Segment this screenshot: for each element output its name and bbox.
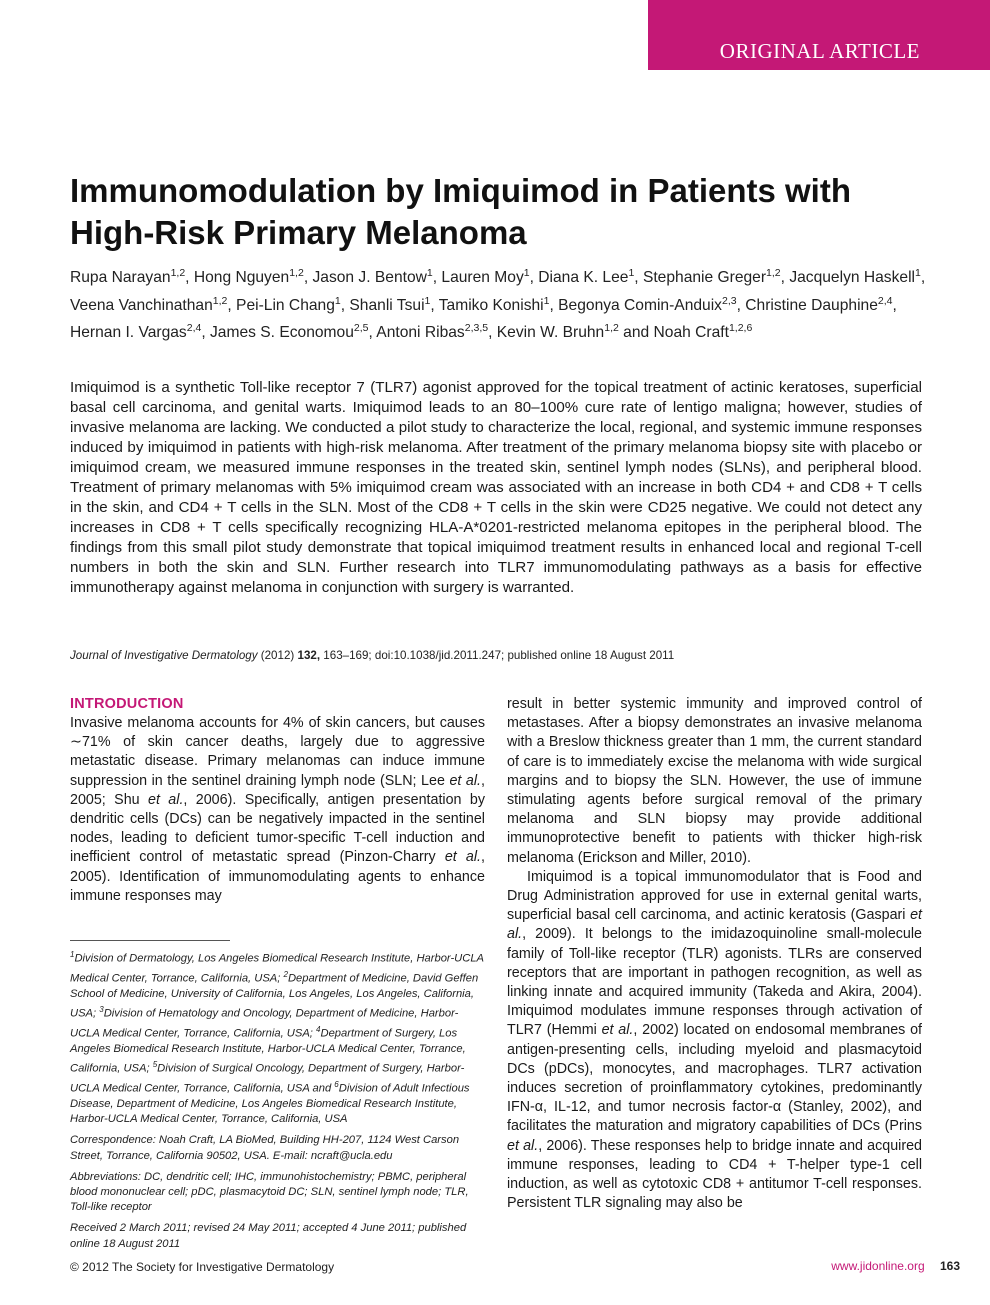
affiliations-footnote: $^1$Division of Dermatology, Los Angeles Biomedical Research Institute, Harbor-UCLA Medical Center, Torrance, California, USA; $^2$Department of Medicine, David Geffen School of Medicine, University of California, Los Angeles, Los Angeles, California, USA; $^3$Division of Hematology and Oncology, Department of Medicine, Harbor-UCLA Medical Center, Torrance, California, USA; $^4$Department of Surgery, Los Angeles Biomedical Research Institute, Harbor-UCLA Medical Center, Torrance, California, USA; $^5$Division of Surgical Oncology, Department of Surgery, Harbor-UCLA Medical Center, Torrance, California, USA and $^6$Division of Adult Infectious Disease, Department of Medicine, Los Angeles Biomedical Research Institute, Harbor-UCLA Medical Center, Torrance, California, USA: [70, 950, 484, 1126]
journal-url-link[interactable]: www.jidonline.org: [831, 1259, 925, 1273]
footnote-divider: [70, 940, 230, 941]
right-column: [507, 695, 922, 1213]
intro-paragraph-2: Imiquimod is a topical immunomodulator that is Food and Drug Administration approved for use in external genital warts, superficial basal cell carcinoma, and actinic keratosis (Gaspari et al., 2009). It belongs to the imidazoquinoline small-molecule family of Toll-like receptor (TLR) agonists. TLRs are conserved receptors that are important in pathogen recognition, as well as linking innate and acquired immunity (Takeda and Akira, 2004). Imiquimod modulates immune responses through activation of TLR7 (Hemmi et al., 2002) located on endosomal membranes of antigen-presenting cells, including myeloid and plasmacytoid DCs (pDCs), monocytes, and macrophages. TLR7 activation induces secretion of proinflammatory cytokines, predominantly IFN-α, IL-12, and tumor necrosis factor-α (Stanley, 2002), and facilitates the maturation and migratory capabilities of DCs (Prins et al., 2006). These responses help to bridge innate and acquired immune responses, leading to CD4 + T-helper type-1 cell induction, as well as cytotoxic CD8 + antitumor T-cell responses. Persistent TLR signaling may also be: [507, 868, 923, 1212]
footnotes: [70, 947, 485, 1258]
abbreviations-footnote: Abbreviations: DC, dendritic cell; IHC, immunohistochemistry; PBMC, peripheral blood mononuclear cell; pDC, plasmacytoid DC; SLN, sentinel lymph node; TLR, Toll-like receptor: [70, 1170, 469, 1214]
page-footer: [831, 1259, 960, 1273]
section-banner: [648, 0, 990, 70]
intro-paragraph-1-continued: result in better systemic immunity and improved control of metastases. After a biopsy demonstrates an invasive melanoma with a Breslow thickness greater than 1 mm, the current standard of care is to immediately excise the melanoma with wide surgical margins and to biopsy the SLN. However, the use of immune stimulating agents before surgical removal of the primary melanoma and SLN biopsy may provide additional immunoprotective benefit to patients with thicker high-risk melanoma (Erickson and Miller, 2010).: [507, 696, 922, 866]
section-label: ORIGINAL ARTICLE: [719, 39, 920, 63]
left-column: [70, 695, 485, 906]
correspondence-footnote: Correspondence: Noah Craft, LA BioMed, Building HH-207, 1124 West Carson Street, Torrance, California 90502, USA. E-mail: ncraft@ucla.edu: [70, 1134, 460, 1162]
abstract: Imiquimod is a synthetic Toll-like receptor 7 (TLR7) agonist approved for the topical treatment of actinic keratoses, superficial basal cell carcinoma, and genital warts. Imiquimod leads to an 80–100% cure rate of lentigo maligna; however, studies of invasive melanoma are lacking. We conducted a pilot study to characterize the local, regional, and systemic immune responses induced by imiquimod in patients with high-risk melanoma. After treatment of the primary melanoma biopsy site with placebo or imiquimod cream, we measured immune responses in the treated skin, sentinel lymph nodes (SLNs), and peripheral blood. Treatment of primary melanomas with 5% imiquimod cream was associated with an increase in both CD4 + and CD8 + T cells in the skin, and CD4 + T cells in the SLN. Most of the CD8 + T cells in the skin were CD25 negative. We could not detect any increases in CD8 + T cells specifically recognizing HLA-A*0201-restricted melanoma epitopes in the peripheral blood. The findings from this small pilot study demonstrate that topical imiquimod treatment results in enhanced local and regional T-cell numbers in both the skin and SLN. Further research into TLR7 immunomodulating pathways as a basis for effective immunotherapy against melanoma in conjunction with surgery is warranted.: [70, 379, 922, 596]
citation-line: Journal of Investigative Dermatology (2012) 132, 163–169; doi:10.1038/jid.2011.247; published online 18 August 2011: [70, 649, 675, 662]
dates-footnote: Received 2 March 2011; revised 24 May 2011; accepted 4 June 2011; published online 18 August 2011: [70, 1222, 467, 1250]
intro-paragraph-1: Invasive melanoma accounts for 4% of skin cancers, but causes ∼71% of skin cancer deaths, largely due to aggressive metastatic disease. Primary melanomas can induce immune suppression in the sentinel draining lymph node (SLN; Lee et al., 2005; Shu et al., 2006). Specifically, antigen presentation by dendritic cells (DCs) can be negatively impacted in the sentinel nodes, leading to deficient tumor-specific T-cell induction and inefficient control of metastatic spread (Pinzon-Charry et al., 2005). Identification of immunomodulating agents to enhance immune responses may: [70, 715, 485, 904]
article-title: Immunomodulation by Imiquimod in Patients with High-Risk Primary Melanoma: [70, 172, 851, 251]
author-list: Rupa Narayan$^{1,2}$, Hong Nguyen$^{1,2}$, Jason J. Bentow$^1$, Lauren Moy$^1$, Diana K. Lee$^1$, Stephanie Greger$^{1,2}$, Jacquelyn Haskell$^1$, Veena Vanchinathan$^{1,2}$, Pei-Lin Chang$^1$, Shanli Tsui$^1$, Tamiko Konishi$^1$, Begonya Comin-Anduix$^{2,3}$, Christine Dauphine$^{2,4}$, Hernan I. Vargas$^{2,4}$, James S. Economou$^{2,5}$, Antoni Ribas$^{2,3,5}$, Kevin W. Bruhn$^{1,2}$ and Noah Craft$^{1,2,6}$: [70, 267, 926, 342]
introduction-heading: INTRODUCTION: [70, 696, 184, 712]
copyright-footer: © 2012 The Society for Investigative Dermatology: [70, 1260, 335, 1274]
page-number: 163: [939, 1259, 960, 1273]
